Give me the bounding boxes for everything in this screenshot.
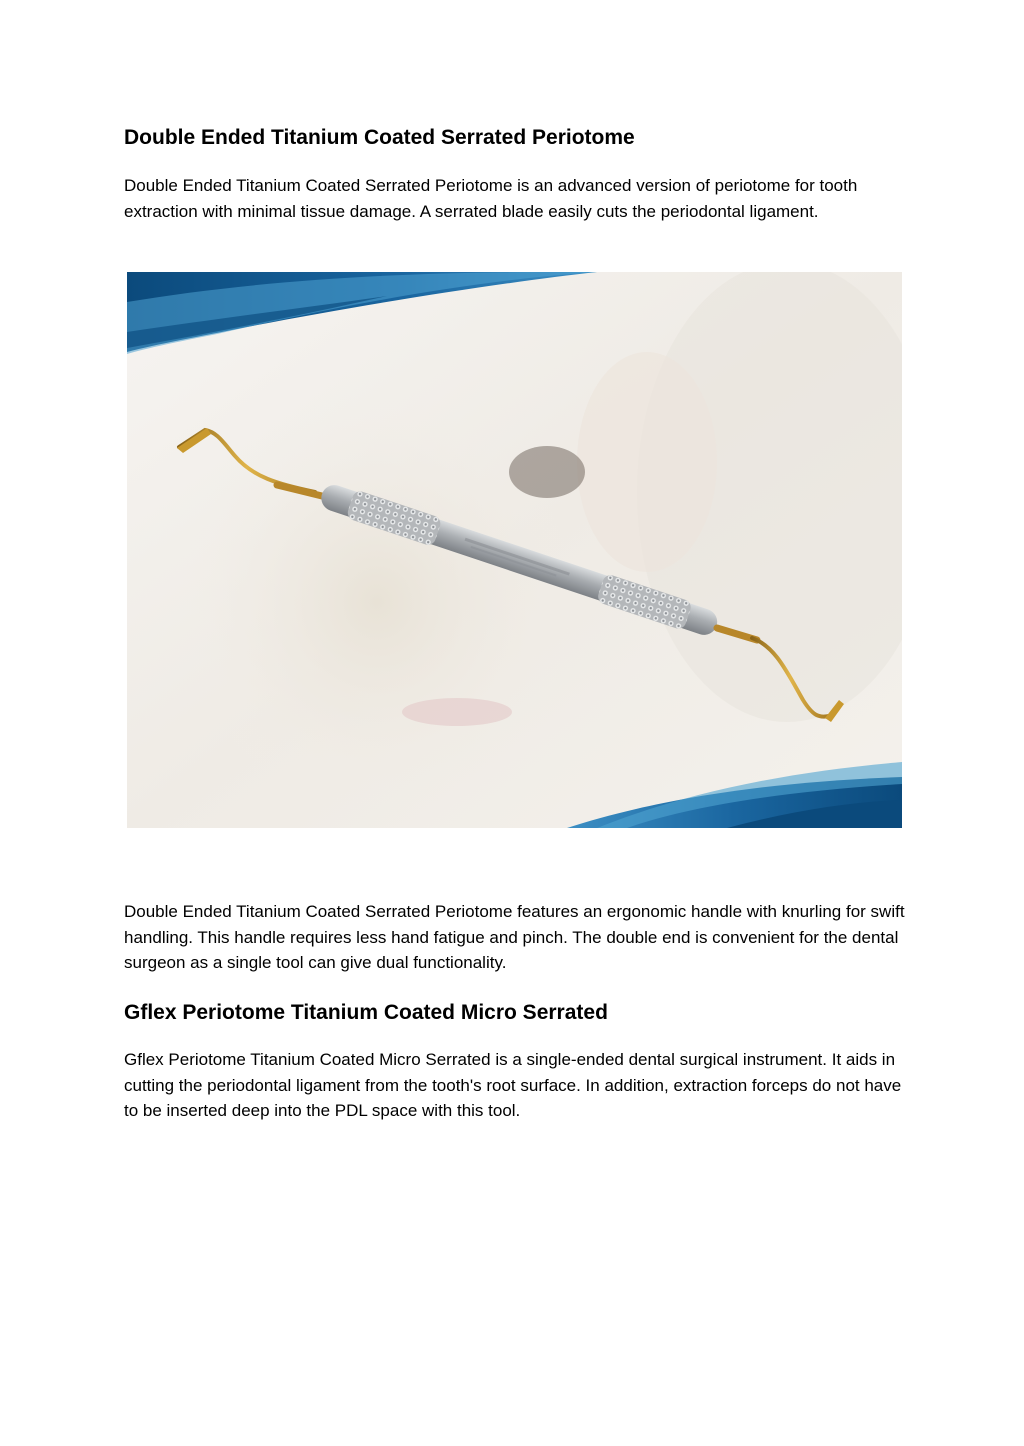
- periotome-instrument-icon: [127, 272, 902, 828]
- gflex-paragraph: Gflex Periotome Titanium Coated Micro Serrated is a single-ended dental surgical instrument. It aids in cutting the periodontal ligament from the tooth's root surface. In addition, extraction forceps do not have to be inserted deep into the PDL space with this tool.: [124, 1050, 902, 1120]
- section-heading-double-ended-periotome: Double Ended Titanium Coated Serrated Periotome: [124, 126, 635, 149]
- product-image-periotome: [127, 272, 902, 828]
- features-paragraph: Double Ended Titanium Coated Serrated Periotome features an ergonomic handle with knurling for swift handling. This handle requires less hand fatigue and pinch. The double end is convenient for the dental surgeon as a single tool can give dual functionality.: [124, 902, 905, 972]
- section-heading-gflex-periotome: Gflex Periotome Titanium Coated Micro Serrated: [124, 1001, 608, 1024]
- intro-paragraph: Double Ended Titanium Coated Serrated Periotome is an advanced version of periotome for tooth extraction with minimal tissue damage. A serrated blade easily cuts the periodontal ligament.: [124, 176, 858, 221]
